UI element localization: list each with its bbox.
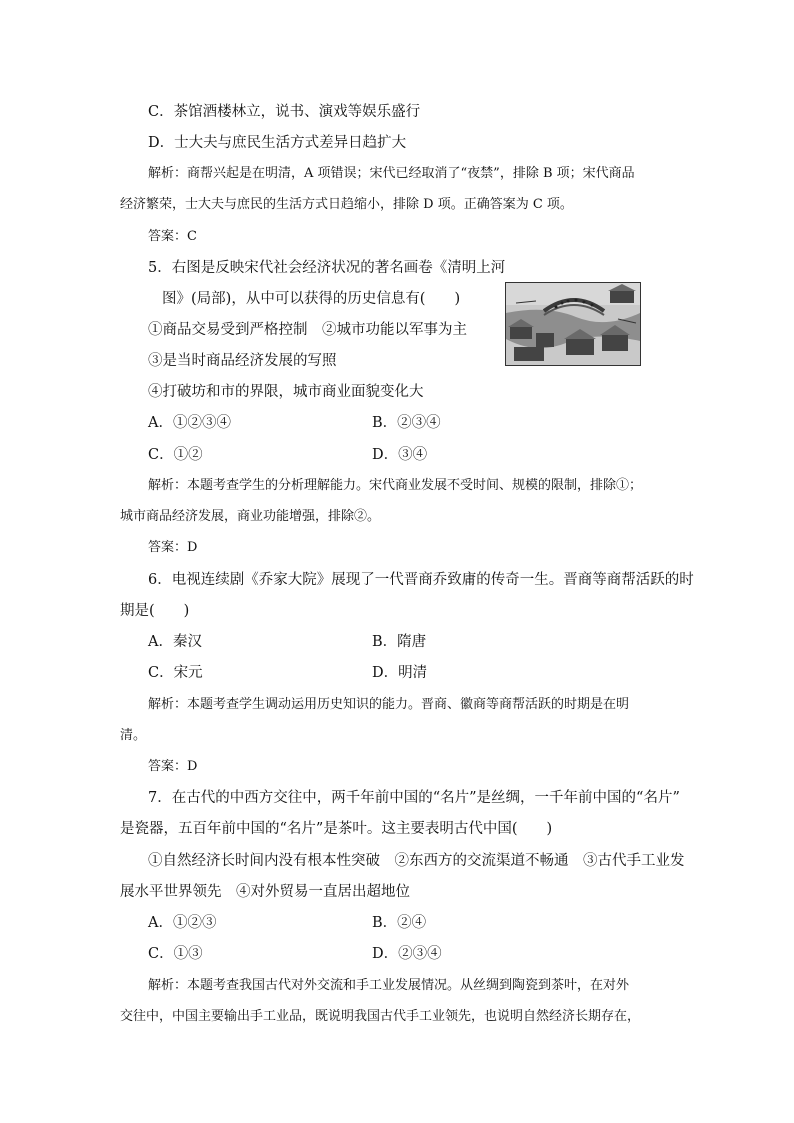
q6-stem-line-2: 期是( ) bbox=[120, 603, 190, 619]
q6-option-c: C．宋元 bbox=[148, 665, 203, 681]
qingming-painting-image bbox=[505, 282, 641, 366]
q6-option-d: D．明清 bbox=[372, 665, 428, 681]
q7-option-b: B．②④ bbox=[372, 915, 427, 931]
q6-explanation-line-2: 清。 bbox=[120, 728, 147, 743]
q5-items-line-3: ④打破坊和市的界限，城市商业面貌变化大 bbox=[148, 384, 424, 400]
painting-illustration bbox=[506, 283, 640, 365]
q7-option-c: C．①③ bbox=[148, 946, 203, 962]
q7-explanation-line-2: 交往中，中国主要输出手工业品，既说明我国古代手工业领先，也说明自然经济长期存在， bbox=[120, 1009, 641, 1024]
q4-explanation-line-1: 解析：商帮兴起是在明清，A 项错误；宋代已经取消了“夜禁”，排除 B 项；宋代商品 bbox=[148, 166, 635, 181]
q5-explanation-line-1: 解析：本题考查学生的分析理解能力。宋代商业发展不受时间、规模的限制，排除①； bbox=[148, 478, 643, 493]
q5-option-d: D．③④ bbox=[372, 447, 428, 463]
q4-explanation-line-2: 经济繁荣，士大夫与庶民的生活方式日趋缩小，排除 D 项。正确答案为 C 项。 bbox=[120, 197, 573, 212]
q6-option-a: A．秦汉 bbox=[148, 634, 202, 650]
q6-explanation-line-1: 解析：本题考查学生调动运用历史知识的能力。晋商、徽商等商帮活跃的时期是在明 bbox=[148, 697, 630, 712]
q6-option-b: B．隋唐 bbox=[372, 634, 427, 650]
q6-stem-line-1: 6．电视连续剧《乔家大院》展现了一代晋商乔致庸的传奇一生。晋商等商帮活跃的时 bbox=[148, 572, 694, 588]
q5-option-b: B．②③④ bbox=[372, 415, 441, 431]
q5-explanation-line-2: 城市商品经济发展，商业功能增强，排除②。 bbox=[120, 509, 381, 524]
q4-option-c: C．茶馆酒楼林立，说书、演戏等娱乐盛行 bbox=[148, 104, 421, 120]
q5-stem-line-2: 图》(局部)，从中可以获得的历史信息有( ) bbox=[162, 291, 461, 307]
q5-stem-line-1: 5．右图是反映宋代社会经济状况的著名画卷《清明上河 bbox=[148, 260, 506, 276]
q7-option-a: A．①②③ bbox=[148, 915, 217, 931]
q5-items-line-1: ①商品交易受到严格控制 ②城市功能以军事为主 bbox=[148, 322, 467, 338]
q7-stem-line-1: 7．在古代的中西方交往中，两千年前中国的“名片”是丝绸，一千年前中国的“名片” bbox=[148, 790, 680, 806]
q5-option-c: C．①② bbox=[148, 447, 203, 463]
q5-items-line-2: ③是当时商品经济发展的写照 bbox=[148, 353, 337, 369]
q6-answer: 答案：D bbox=[148, 759, 198, 774]
q7-stem-line-2: 是瓷器，五百年前中国的“名片”是茶叶。这主要表明古代中国( ) bbox=[120, 821, 553, 837]
q5-answer: 答案：D bbox=[148, 540, 198, 555]
q7-items-line-1: ①自然经济长时间内没有根本性突破 ②东西方的交流渠道不畅通 ③古代手工业发 bbox=[148, 853, 685, 869]
q7-explanation-line-1: 解析：本题考查我国古代对外交流和手工业发展情况。从丝绸到陶瓷到茶叶，在对外 bbox=[148, 978, 630, 993]
q7-items-line-2: 展水平世界领先 ④对外贸易一直居出超地位 bbox=[120, 884, 410, 900]
q5-option-a: A．①②③④ bbox=[148, 415, 231, 431]
q4-option-d: D．士大夫与庶民生活方式差异日趋扩大 bbox=[148, 135, 407, 151]
q4-answer: 答案：C bbox=[148, 229, 197, 244]
q7-option-d: D．②③④ bbox=[372, 946, 442, 962]
